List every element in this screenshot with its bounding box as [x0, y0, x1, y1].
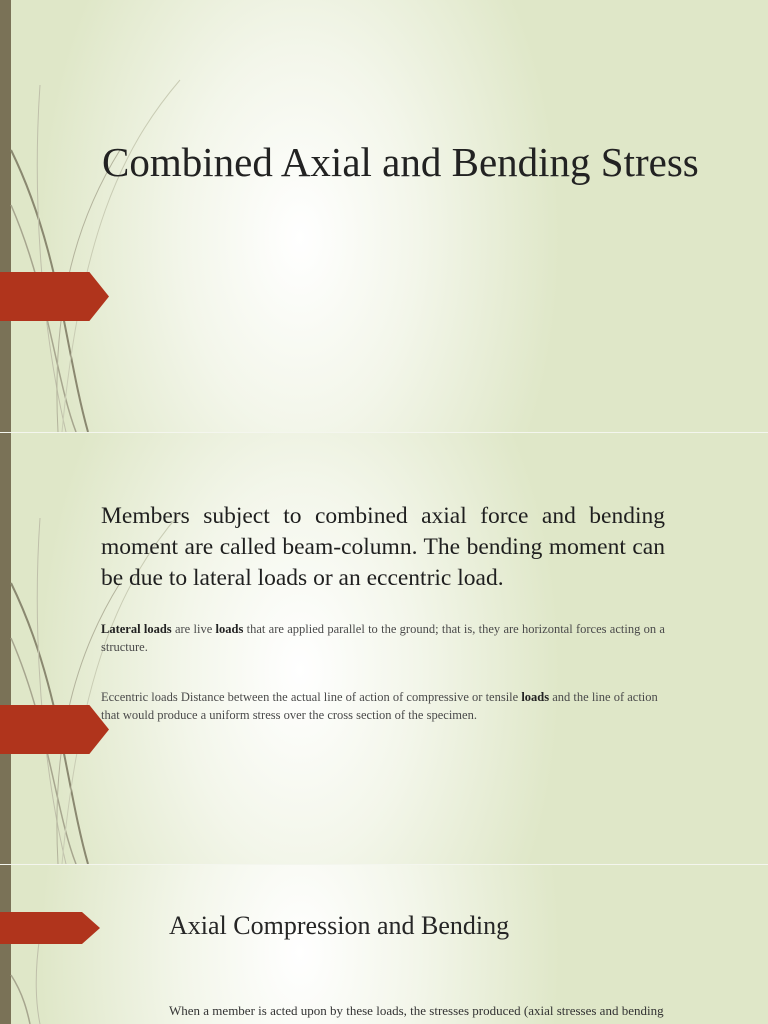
intro-paragraph: Members subject to combined axial force and bending moment are called beam-column. The bending moment can be due to lateral loads or an eccentric load.: [101, 503, 665, 591]
slide-title: Combined Axial and Bending Stress: [102, 139, 699, 185]
section-title: Axial Compression and Bending: [169, 911, 510, 940]
slide-3: [0, 865, 768, 1024]
red-arrow-marker: [0, 272, 109, 321]
eccentric-loads-paragraph: Eccentric loads Distance between the actual line of action of compressive or tensile loads and the line of action that would produce a uniform stress over the cross section of the specimen.: [101, 690, 658, 722]
lateral-loads-term: Lateral loads: [101, 622, 172, 636]
red-arrow-marker: [0, 705, 109, 754]
decorative-swoosh-lines: [0, 865, 200, 1024]
slide-1: [0, 0, 768, 432]
red-arrow-marker: [0, 912, 100, 944]
decorative-swoosh-lines: [0, 0, 200, 432]
lateral-loads-paragraph: Lateral loads are live loads that are applied parallel to the ground; that is, they are horizontal forces acting on a structure.: [101, 622, 665, 654]
slide-2: [0, 433, 768, 864]
body-paragraph: When a member is acted upon by these loads, the stresses produced (axial stresses and bending: [169, 1003, 664, 1018]
